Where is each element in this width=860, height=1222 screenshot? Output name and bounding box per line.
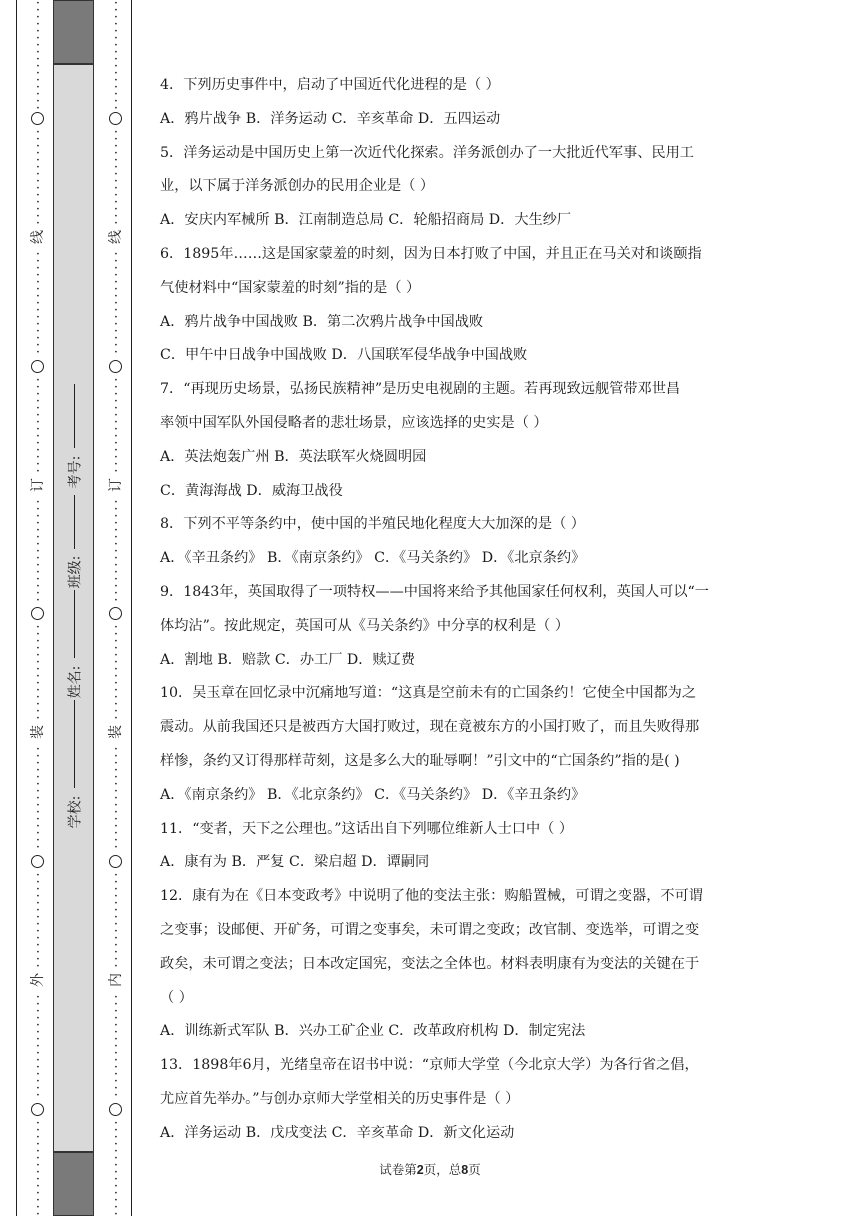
margin-dark-bar-top: [53, 0, 94, 64]
current-page-number: 2: [416, 1163, 424, 1177]
dotted-line-segment: · · · · · · · · · · · · · · ·: [35, 990, 41, 1103]
margin-label-ding: 订: [108, 478, 124, 492]
question-stem-line: 尤应首先举办。”与创办京师大学堂相关的历史事件是（ ）: [160, 1091, 520, 1107]
question-stem-line: 之变事；设邮便、开矿务，可谓之变事矣，未可谓之变政；改官制、变选举，可谓之变: [160, 922, 700, 938]
school-field-line[interactable]: [74, 700, 75, 788]
dotted-line-segment: · · · · · · · · · · · · · · ·: [113, 742, 119, 855]
question-stem-line: 业，以下属于洋务派创办的民用企业是（ ）: [160, 178, 435, 195]
answer-options-line: A．康有为 B．严复 C．梁启超 D．谭嗣同: [160, 854, 430, 871]
inner-dotted-cut-line: [108, 0, 124, 1222]
answer-options-line: A．鸦片战争 B．洋务运动 C．辛亥革命 D．五四运动: [160, 110, 501, 127]
margin-label-ding: 订: [30, 478, 46, 492]
dotted-line-segment: · · · · · · · · · · · · · · · ·: [113, 0, 119, 116]
question-stem-line: 样惨，条约又订得那样苛刻，这是多么大的耻辱啊！”引文中的“亡国条约”指的是( ): [160, 753, 680, 769]
question-stem-line: 9．1843年，英国取得了一项特权——中国将来给予其他国家任何权利，英国人可以“一: [160, 584, 709, 600]
question-stem-line: 震动。从前我国还只是被西方大国打败过，现在竟被东方的小国打败了，而且失败得那: [160, 719, 700, 736]
binding-hole-circle-icon: [109, 607, 122, 620]
binding-hole-circle-icon: [109, 360, 122, 373]
margin-label-xian: 线: [108, 230, 124, 244]
outer-dotted-cut-line: [30, 0, 46, 1222]
dotted-line-segment: · · · · · · · · · · · · · ·: [113, 620, 119, 726]
question-stem-line: 气使材料中“国家蒙羞的时刻”指的是（ ）: [160, 279, 421, 296]
binding-hole-circle-icon: [109, 855, 122, 868]
question-stem-line: 7．“再现历史场景，弘扬民族精神”是历史电视剧的主题。若再现致远舰管带邓世昌: [160, 381, 681, 398]
question-stem-line: 11．“变者，天下之公理也。”这话出自下列哪位维新人士口中（ ）: [160, 820, 574, 837]
question-stem-line: 6．1895年……这是国家蒙羞的时刻，因为日本打败了中国，并且正在马关对和谈颐指: [160, 246, 702, 262]
total-page-count: 8: [461, 1163, 469, 1177]
margin-label-zhuang: 装: [30, 725, 46, 739]
binding-hole-circle-icon: [31, 112, 44, 125]
dotted-line-segment: · · · · · · · · · · · · · ·: [113, 125, 119, 231]
binding-margin: [0, 0, 132, 1222]
question-stem-line: 体均沾”。按此规定，英国可从《马关条约》中分享的权利是（ ）: [160, 617, 570, 634]
binding-hole-circle-icon: [31, 1103, 44, 1116]
question-stem-line: 政矣，未可谓之变法；日本改定国宪，变法之全体也。材料表明康有为变法的关键在于: [160, 955, 700, 972]
margin-label-zhuang: 装: [108, 725, 124, 739]
dotted-line-segment: · · · · · · · · · · · · · ·: [35, 373, 41, 479]
question-stem-line: （ ）: [160, 989, 193, 1006]
answer-options-line: A．洋务运动 B．戊戌变法 C．辛亥革命 D．新文化运动: [160, 1124, 515, 1141]
question-stem-line: 10．吴玉章在回忆录中沉痛地写道：“这真是空前未有的亡国条约！它使全中国都为之: [160, 685, 697, 702]
dotted-line-segment: · · · · · · · · · · · · · ·: [35, 868, 41, 974]
margin-label-xian: 线: [30, 230, 46, 244]
answer-options-line: A．割地 B．赔款 C．办工厂 D．赎辽费: [160, 651, 416, 668]
answer-options-line: A．《辛丑条约》 B．《南京条约》 C．《马关条约》 D．《北京条约》: [160, 550, 586, 567]
dotted-line-segment: · · · · · · · · · · · · · ·: [35, 1116, 41, 1222]
dotted-line-segment: · · · · · · · · · · · · · · ·: [113, 495, 119, 608]
binding-hole-circle-icon: [31, 855, 44, 868]
dotted-line-segment: · · · · · · · · · · · · · ·: [35, 620, 41, 726]
margin-label-nei: 内: [108, 973, 124, 987]
question-stem-line: 12．康有为在《日本变政考》中说明了他的变法主张：购船置械，可谓之变器，不可谓: [160, 888, 703, 905]
question-stem-line: 8．下列不平等条约中，使中国的半殖民地化程度大大加深的是（ ）: [160, 516, 585, 533]
dotted-line-segment: · · · · · · · · · · · · · ·: [113, 868, 119, 974]
question-stem-line: 4．下列历史事件中，启动了中国近代化进程的是（ ）: [160, 77, 500, 93]
question-stem-line: 13．1898年6月，光绪皇帝在诏书中说：“京师大学堂（今北京大学）为各行省之倡，: [160, 1057, 699, 1074]
dotted-line-segment: · · · · · · · · · · · · · · ·: [113, 247, 119, 360]
binding-hole-circle-icon: [109, 1103, 122, 1116]
name-field-line[interactable]: [74, 590, 75, 658]
answer-options-line: A．英法炮轰广州 B．英法联军火烧圆明园: [160, 448, 427, 465]
answer-options-line: A．《南京条约》 B．《北京条约》 C．《马关条约》 D．《辛丑条约》: [160, 786, 586, 803]
exam-number-field-label: 考号:: [67, 455, 83, 489]
dotted-line-segment: · · · · · · · · · · · · · · ·: [35, 495, 41, 608]
margin-border-line: [131, 0, 132, 1216]
question-stem-line: 5．洋务运动是中国历史上第一次近代化探索。洋务派创办了一大批近代军事、民用工: [160, 144, 694, 161]
answer-options-line: A．训练新式军队 B．兴办工矿企业 C．改革政府机构 D．制定宪法: [160, 1023, 586, 1040]
answer-options-line: C．甲午中日战争中国战败 D．八国联军侵华战争中国战败: [160, 347, 528, 364]
class-field-label: 班级:: [67, 555, 83, 589]
answer-options-line: A．鸦片战争中国战败 B．第二次鸦片战争中国战败: [160, 313, 484, 330]
dotted-line-segment: · · · · · · · · · · · · · · ·: [113, 990, 119, 1103]
dotted-line-segment: · · · · · · · · · · · · · · · ·: [35, 0, 41, 116]
answer-options-line: C．黄海海战 D．威海卫战役: [160, 482, 343, 499]
name-field-label: 姓名:: [67, 665, 83, 699]
dotted-line-segment: · · · · · · · · · · · · · · ·: [35, 742, 41, 855]
footer-middle: 页，总: [423, 1162, 462, 1177]
class-field-line[interactable]: [74, 495, 75, 549]
question-stem-line: 率领中国军队外国侵略者的悲壮场景，应该选择的史实是（ ）: [160, 415, 548, 431]
footer-prefix: 试卷第: [379, 1162, 417, 1177]
answer-options-line: A．安庆内军械所 B．江南制造总局 C．轮船招商局 D．大生纱厂: [160, 212, 572, 229]
school-field-label: 学校:: [67, 795, 83, 829]
page-footer: [0, 1160, 860, 1178]
dotted-line-segment: · · · · · · · · · · · · · · ·: [35, 247, 41, 360]
dotted-line-segment: · · · · · · · · · · · · · ·: [113, 1116, 119, 1222]
footer-suffix: 页: [468, 1162, 481, 1177]
binding-hole-circle-icon: [109, 112, 122, 125]
margin-border-line: [16, 0, 17, 1216]
exam-number-field-line[interactable]: [74, 384, 75, 448]
binding-hole-circle-icon: [31, 360, 44, 373]
binding-hole-circle-icon: [31, 607, 44, 620]
dotted-line-segment: · · · · · · · · · · · · · ·: [113, 373, 119, 479]
dotted-line-segment: · · · · · · · · · · · · · ·: [35, 125, 41, 231]
margin-label-wai: 外: [30, 973, 46, 987]
